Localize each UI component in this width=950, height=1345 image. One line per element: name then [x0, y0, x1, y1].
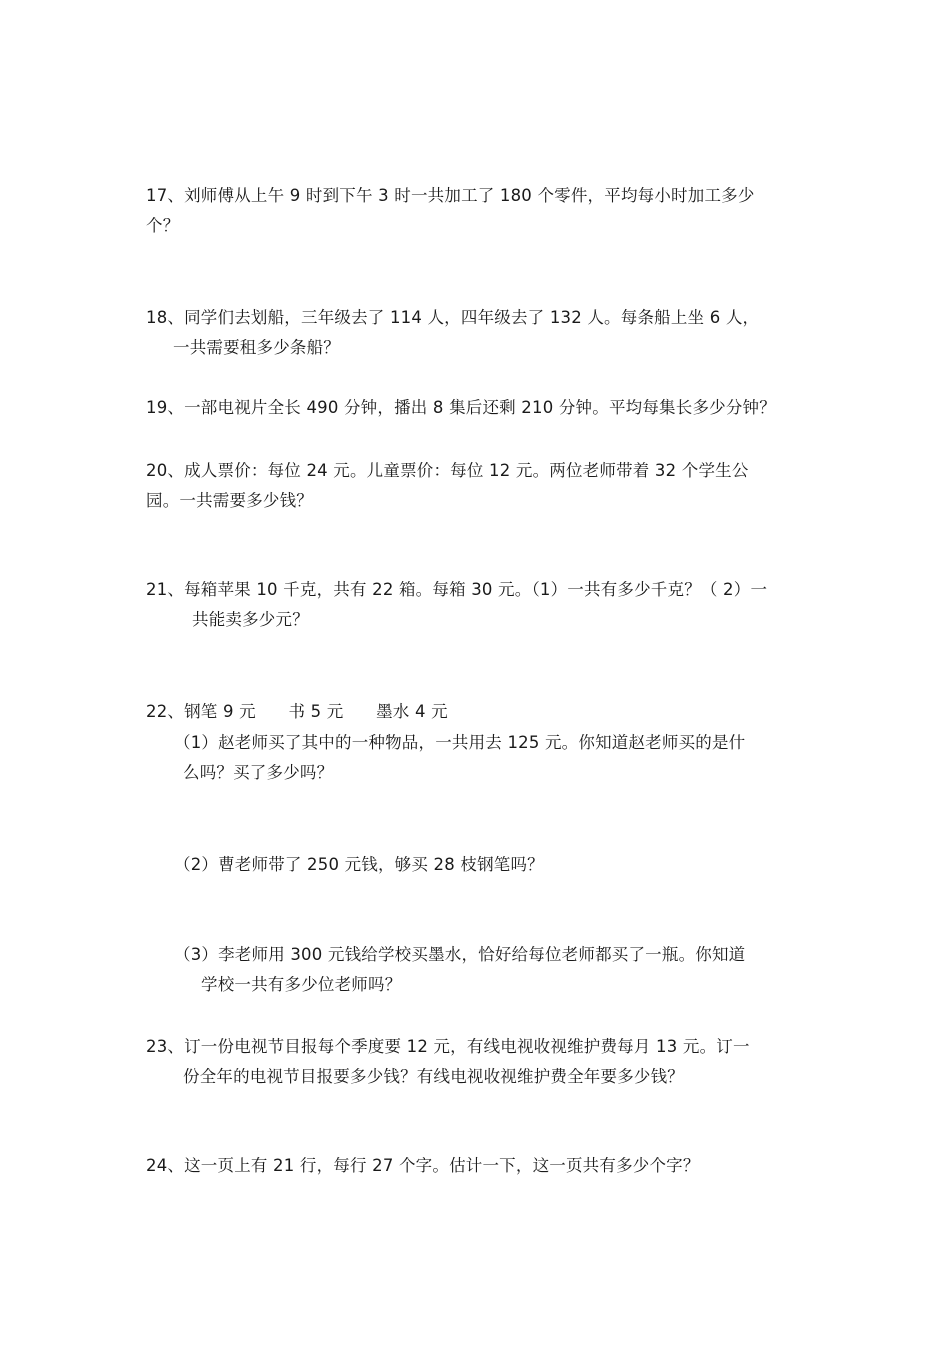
problem-23-line-1: 23、订一份电视节目报每个季度要 12 元，有线电视收视维护费每月 13 元。订一 [146, 1037, 750, 1056]
problem-22-sub-3-line-1: （3）李老师用 300 元钱给学校买墨水，恰好给每位老师都买了一瓶。你知道 [174, 945, 746, 964]
problem-21-line-2: 共能卖多少元？ [192, 610, 309, 629]
problem-24-line-1: 24、这一页上有 21 行，每行 27 个字。估计一下，这一页共有多少个字？ [146, 1156, 700, 1175]
problem-21-line-1: 21、每箱苹果 10 千克，共有 22 箱。每箱 30 元。（1）一共有多少千克？（ 2）一 [146, 580, 768, 599]
problem-18-line-1: 18、同学们去划船，三年级去了 114 人，四年级去了 132 人。每条船上坐 6 人， [146, 308, 760, 327]
problem-22-sub-1-line-1: （1）赵老师买了其中的一种物品，一共用去 125 元。你知道赵老师买的是什 [174, 733, 746, 752]
problem-22-sub-2-line-1: （2）曹老师带了 250 元钱，够买 28 枝钢笔吗？ [174, 855, 544, 874]
problem-20-line-2: 园。一共需要多少钱？ [146, 491, 313, 510]
problem-19-line-1: 19、一部电视片全长 490 分钟，播出 8 集后还剩 210 分钟。平均每集长多少分钟？ [146, 398, 776, 417]
problem-23-line-2: 份全年的电视节目报要多少钱？有线电视收视维护费全年要多少钱？ [183, 1067, 684, 1086]
problem-17-line-1: 17、刘师傅从上午 9 时到下午 3 时一共加工了 180 个零件，平均每小时加工多少 [146, 186, 755, 205]
problem-22-line-1: 22、钢笔 9 元 书 5 元 墨水 4 元 [146, 702, 448, 721]
problem-22-sub-3-line-2: 学校一共有多少位老师吗？ [201, 975, 402, 994]
problem-18-line-2: 一共需要租多少条船？ [173, 338, 340, 357]
problem-22-sub-1-line-2: 么吗？买了多少吗？ [183, 763, 334, 782]
problem-20-line-1: 20、成人票价：每位 24 元。儿童票价：每位 12 元。两位老师带着 32 个学生公 [146, 461, 749, 480]
problem-17-line-2: 个？ [146, 216, 180, 235]
